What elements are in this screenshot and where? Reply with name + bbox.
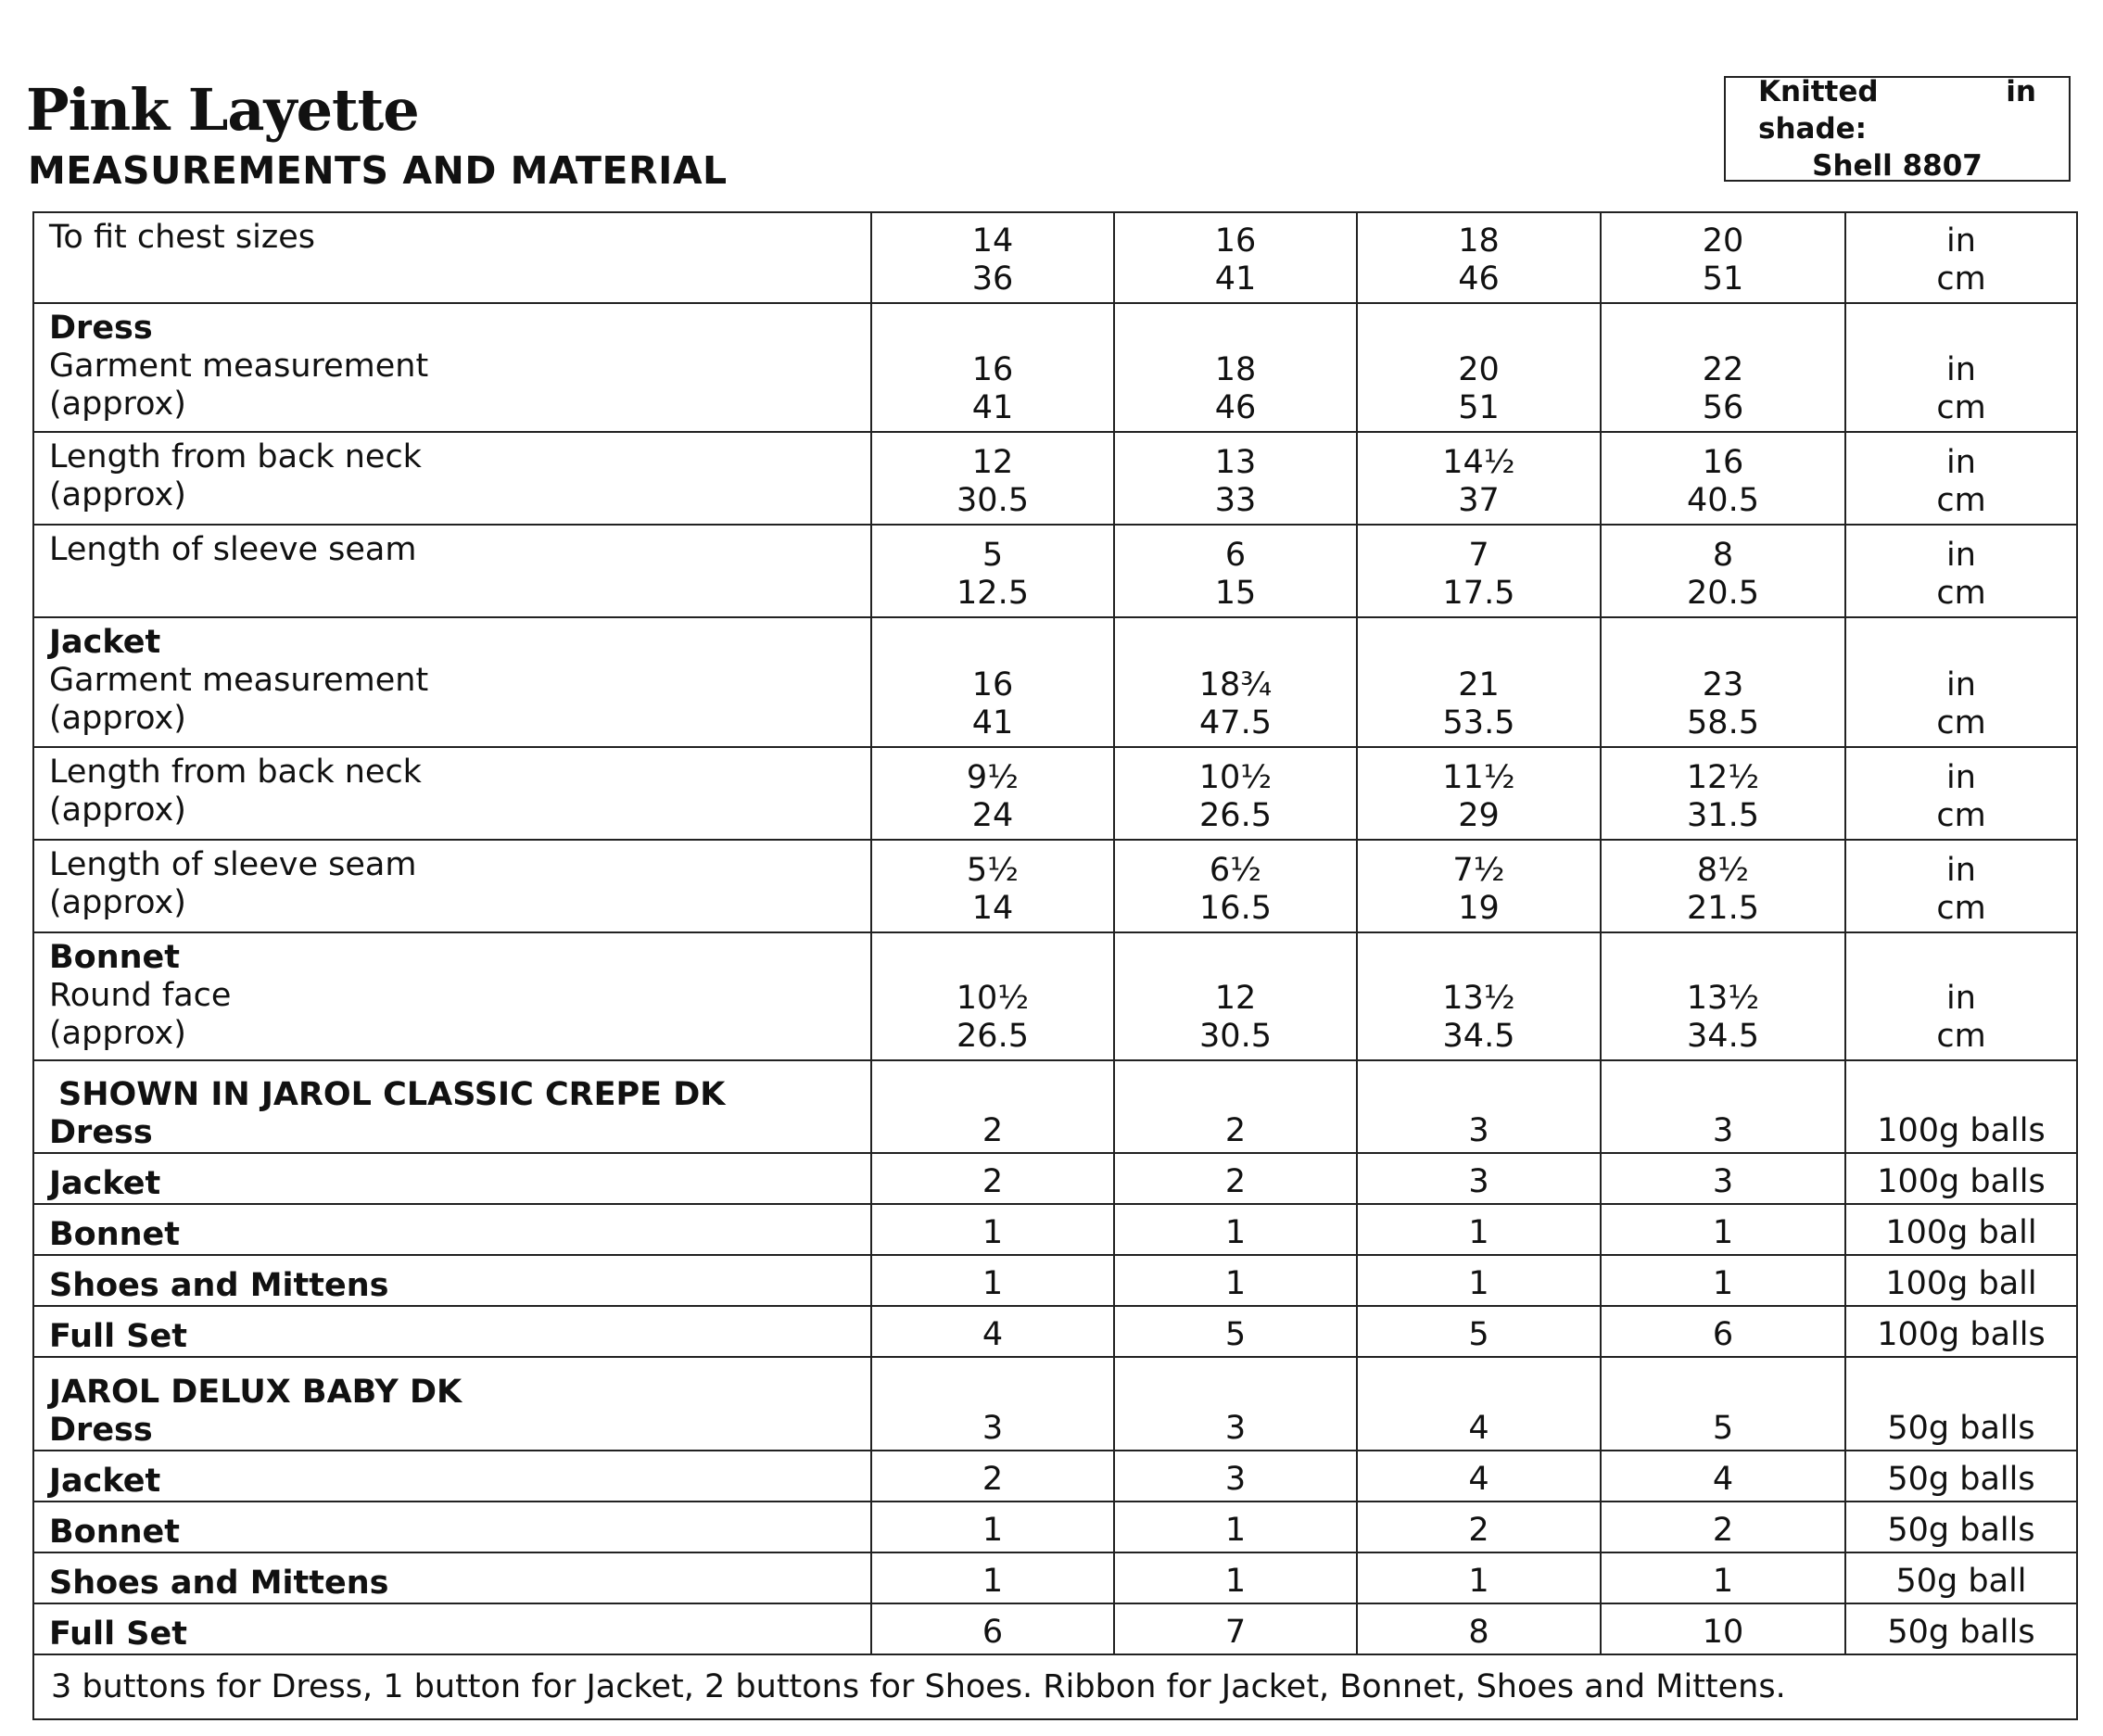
value-cm: 41 [971,389,1014,426]
value-in: 16 [971,351,1014,388]
unit-cm: cm [1936,1018,1986,1055]
value-cell [1114,617,1357,747]
value-in: 7 [1468,537,1489,574]
unit-cm: cm [1936,797,1986,834]
row-label [33,1060,871,1153]
value-cell: 4 [1601,1451,1845,1502]
row-label [33,432,871,525]
unit-cm: cm [1936,704,1986,741]
table-row-crepe-shoes-mittens [33,1255,2077,1306]
value-cell: 1 [1114,1255,1357,1306]
value-cell: 1 [1357,1552,1601,1603]
value-cell: 5 [1601,1357,1845,1451]
value-in: 6½ [1209,852,1262,889]
value-in: 5½ [966,852,1020,889]
value-cm: 46 [1214,389,1257,426]
table-row-crepe-full-set [33,1306,2077,1357]
row-label: Shoes and Mittens [33,1552,871,1603]
value-cm: 19 [1458,890,1500,927]
table-row-baby-bonnet [33,1502,2077,1552]
value-cell: 1 [1114,1552,1357,1603]
row-label-text: Garment measurement [49,348,429,385]
value-cell: 6 [871,1603,1114,1654]
table-row-dress-garment [33,303,2077,432]
unit-in: in [1946,980,1976,1017]
value-cell: 3 [871,1357,1114,1451]
unit-cell [1845,932,2077,1060]
unit-cell [1845,432,2077,525]
unit-in: in [1946,852,1976,889]
table-row-chest [33,212,2077,303]
unit-in: in [1946,537,1976,574]
value-cell: 3 [1601,1153,1845,1204]
value-cm: 41 [971,704,1014,741]
section-heading-jacket: Jacket [49,624,161,661]
value-cm: 40.5 [1687,482,1759,519]
table-row-crepe-jacket [33,1153,2077,1204]
row-label: Jacket [33,1153,871,1204]
row-label-text: Dress [49,1412,153,1449]
unit-cell: 50g balls [1845,1603,2077,1654]
value-cell: 10 [1601,1603,1845,1654]
row-label-note: (approx) [49,792,186,829]
value-cell: 1 [871,1552,1114,1603]
value-cm: 20.5 [1687,575,1759,612]
value-cell [1357,840,1601,932]
row-label [33,932,871,1060]
value-cm: 14 [971,890,1014,927]
value-cell: 4 [871,1306,1114,1357]
value-cm: 30.5 [956,482,1029,519]
value-in: 14 [971,222,1014,260]
measurements-table [32,211,2078,1720]
unit-cell [1845,747,2077,840]
shade-line-2: Shell 8807 [1812,149,1983,183]
value-cell: 3 [1357,1060,1601,1153]
value-cm: 17.5 [1442,575,1515,612]
table-row-baby-shoes-mittens [33,1552,2077,1603]
unit-cell: 100g ball [1845,1255,2077,1306]
value-cell: 2 [871,1153,1114,1204]
value-cell: 1 [1114,1502,1357,1552]
page-subtitle: MEASUREMENTS AND MATERIAL [28,148,728,193]
value-cell [1114,432,1357,525]
value-cell [1601,303,1845,432]
row-label [33,747,871,840]
value-cell: 1 [871,1204,1114,1255]
value-cell [1114,840,1357,932]
value-in: 23 [1702,666,1744,703]
unit-cell: 50g balls [1845,1451,2077,1502]
row-label-text: Length from back neck [49,754,422,791]
value-cell [871,932,1114,1060]
value-cell: 2 [1114,1060,1357,1153]
unit-cell: 50g balls [1845,1357,2077,1451]
value-in: 22 [1702,351,1744,388]
unit-cell [1845,212,2077,303]
value-cm: 34.5 [1687,1018,1759,1055]
section-heading-crepe: SHOWN IN JAROL CLASSIC CREPE DK [58,1076,726,1113]
value-in: 18¾ [1198,666,1273,703]
value-cm: 29 [1458,797,1500,834]
row-label-text: Length from back neck [49,438,422,475]
value-cell [1601,617,1845,747]
value-cm: 41 [1214,260,1257,298]
value-cell: 3 [1601,1060,1845,1153]
value-cell [1601,932,1845,1060]
value-in: 12½ [1686,759,1760,796]
value-cell: 1 [1357,1255,1601,1306]
page-title: Pink Layette [26,76,419,144]
value-cm: 12.5 [956,575,1029,612]
value-in: 8 [1712,537,1734,574]
unit-cm: cm [1936,890,1986,927]
value-cell [1357,932,1601,1060]
unit-cell: 100g balls [1845,1153,2077,1204]
value-in: 21 [1458,666,1500,703]
value-cell: 7 [1114,1603,1357,1654]
value-cm: 33 [1214,482,1257,519]
table-row-dress-length [33,432,2077,525]
value-cm: 37 [1458,482,1500,519]
value-cell: 2 [1114,1153,1357,1204]
value-in: 12 [971,444,1014,481]
value-cell: 1 [871,1255,1114,1306]
value-in: 20 [1702,222,1744,260]
row-label-note: (approx) [49,386,186,423]
value-in: 8½ [1696,852,1750,889]
value-cell [871,303,1114,432]
shade-info-box [1724,76,2071,182]
table-row-crepe-dress [33,1060,2077,1153]
value-cell [1357,303,1601,432]
unit-cell [1845,525,2077,617]
row-label: Shoes and Mittens [33,1255,871,1306]
value-in: 16 [1702,444,1744,481]
value-cm: 31.5 [1687,797,1759,834]
unit-cm: cm [1936,389,1986,426]
section-heading-bonnet: Bonnet [49,939,181,976]
unit-cell: 100g balls [1845,1306,2077,1357]
value-cell: 1 [1601,1552,1845,1603]
value-cm: 24 [971,797,1014,834]
value-in: 11½ [1442,759,1515,796]
value-cell [1357,212,1601,303]
row-label: Bonnet [33,1204,871,1255]
value-cell [1357,432,1601,525]
unit-in: in [1946,222,1976,260]
value-cell [1114,525,1357,617]
table-row-baby-jacket [33,1451,2077,1502]
value-cell: 3 [1114,1451,1357,1502]
value-in: 13 [1214,444,1257,481]
value-cm: 51 [1702,260,1744,298]
value-cell [1114,747,1357,840]
value-cell: 3 [1357,1153,1601,1204]
value-in: 16 [971,666,1014,703]
row-label: Full Set [33,1603,871,1654]
row-label-text: Dress [49,1114,153,1151]
value-in: 7½ [1452,852,1505,889]
value-cm: 34.5 [1442,1018,1515,1055]
value-cell: 2 [871,1060,1114,1153]
value-cell: 1 [1601,1255,1845,1306]
value-cell: 1 [871,1502,1114,1552]
value-cell [1114,303,1357,432]
value-in: 14½ [1442,444,1515,481]
row-label [33,303,871,432]
row-label-note: (approx) [49,700,186,737]
value-in: 16 [1214,222,1257,260]
value-cell [871,432,1114,525]
unit-cm: cm [1936,575,1986,612]
unit-cell: 50g ball [1845,1552,2077,1603]
shade-line-1: Knitted in shade: [1758,75,2036,146]
table-row-jacket-length [33,747,2077,840]
table-row-bonnet [33,932,2077,1060]
row-label-text: Length of sleeve seam [49,846,417,883]
value-cell [1114,932,1357,1060]
unit-cm: cm [1936,260,1986,298]
value-cm: 58.5 [1687,704,1759,741]
value-cell [871,525,1114,617]
value-cell [1114,212,1357,303]
value-in: 12 [1214,980,1257,1017]
unit-cell: 100g ball [1845,1204,2077,1255]
value-in: 10½ [956,980,1030,1017]
value-cell [1601,525,1845,617]
unit-cell [1845,303,2077,432]
section-heading-dress: Dress [49,310,153,347]
value-cm: 36 [971,260,1014,298]
value-cell: 2 [1357,1502,1601,1552]
value-cell: 1 [1114,1204,1357,1255]
value-cell: 2 [1601,1502,1845,1552]
value-cell [1601,432,1845,525]
unit-cell [1845,617,2077,747]
value-in: 18 [1458,222,1500,260]
value-cm: 21.5 [1687,890,1759,927]
value-cm: 53.5 [1442,704,1515,741]
value-cell: 6 [1601,1306,1845,1357]
value-cm: 26.5 [956,1018,1029,1055]
unit-in: in [1946,351,1976,388]
value-cm: 15 [1214,575,1257,612]
value-cm: 30.5 [1199,1018,1272,1055]
value-in: 18 [1214,351,1257,388]
value-cell [871,212,1114,303]
value-cell: 8 [1357,1603,1601,1654]
value-cell [1601,840,1845,932]
row-label-note: (approx) [49,476,186,513]
value-cell [1357,525,1601,617]
row-label [33,212,871,303]
footer-note: 3 buttons for Dress, 1 button for Jacket, 2 buttons for Shoes. Ribbon for Jacket, Bonnet, Shoes and Mittens. [33,1654,2077,1719]
value-cell: 4 [1357,1451,1601,1502]
value-cell [1357,747,1601,840]
row-label-note: (approx) [49,884,186,921]
value-in: 20 [1458,351,1500,388]
value-cell: 3 [1114,1357,1357,1451]
table-row-footer [33,1654,2077,1719]
value-cell [1601,212,1845,303]
value-in: 5 [982,537,1004,574]
table-row-baby-full-set [33,1603,2077,1654]
value-cell [871,617,1114,747]
unit-cell [1845,840,2077,932]
row-label [33,617,871,747]
section-heading-baby: JAROL DELUX BABY DK [49,1374,462,1411]
row-label-note: (approx) [49,1015,186,1052]
value-cm: 47.5 [1199,704,1272,741]
row-label [33,840,871,932]
unit-cell: 100g balls [1845,1060,2077,1153]
row-label: Jacket [33,1451,871,1502]
value-cm: 56 [1702,389,1744,426]
row-label-text: Length of sleeve seam [49,531,417,568]
unit-in: in [1946,759,1976,796]
table-row-dress-sleeve [33,525,2077,617]
table-row-baby-dress [33,1357,2077,1451]
value-cm: 46 [1458,260,1500,298]
value-in: 13½ [1686,980,1760,1017]
table-row-crepe-bonnet [33,1204,2077,1255]
unit-cm: cm [1936,482,1986,519]
table-row-jacket-garment [33,617,2077,747]
unit-in: in [1946,666,1976,703]
value-in: 9½ [966,759,1020,796]
row-label: Full Set [33,1306,871,1357]
value-cell: 5 [1357,1306,1601,1357]
value-cell: 2 [871,1451,1114,1502]
value-cell [1601,747,1845,840]
value-cell [871,747,1114,840]
value-in: 10½ [1198,759,1273,796]
row-label-text: To fit chest sizes [49,219,316,256]
value-cm: 26.5 [1199,797,1272,834]
row-label-text: Round face [49,977,232,1014]
value-cm: 16.5 [1199,890,1272,927]
value-cell [1357,617,1601,747]
value-cell [871,840,1114,932]
value-in: 6 [1224,537,1247,574]
unit-cell: 50g balls [1845,1502,2077,1552]
value-cm: 51 [1458,389,1500,426]
row-label [33,1357,871,1451]
value-cell: 1 [1357,1204,1601,1255]
row-label-text: Garment measurement [49,662,429,699]
table-row-jacket-sleeve [33,840,2077,932]
row-label [33,525,871,617]
row-label: Bonnet [33,1502,871,1552]
value-in: 13½ [1442,980,1515,1017]
value-cell: 4 [1357,1357,1601,1451]
value-cell: 1 [1601,1204,1845,1255]
value-cell: 5 [1114,1306,1357,1357]
unit-in: in [1946,444,1976,481]
